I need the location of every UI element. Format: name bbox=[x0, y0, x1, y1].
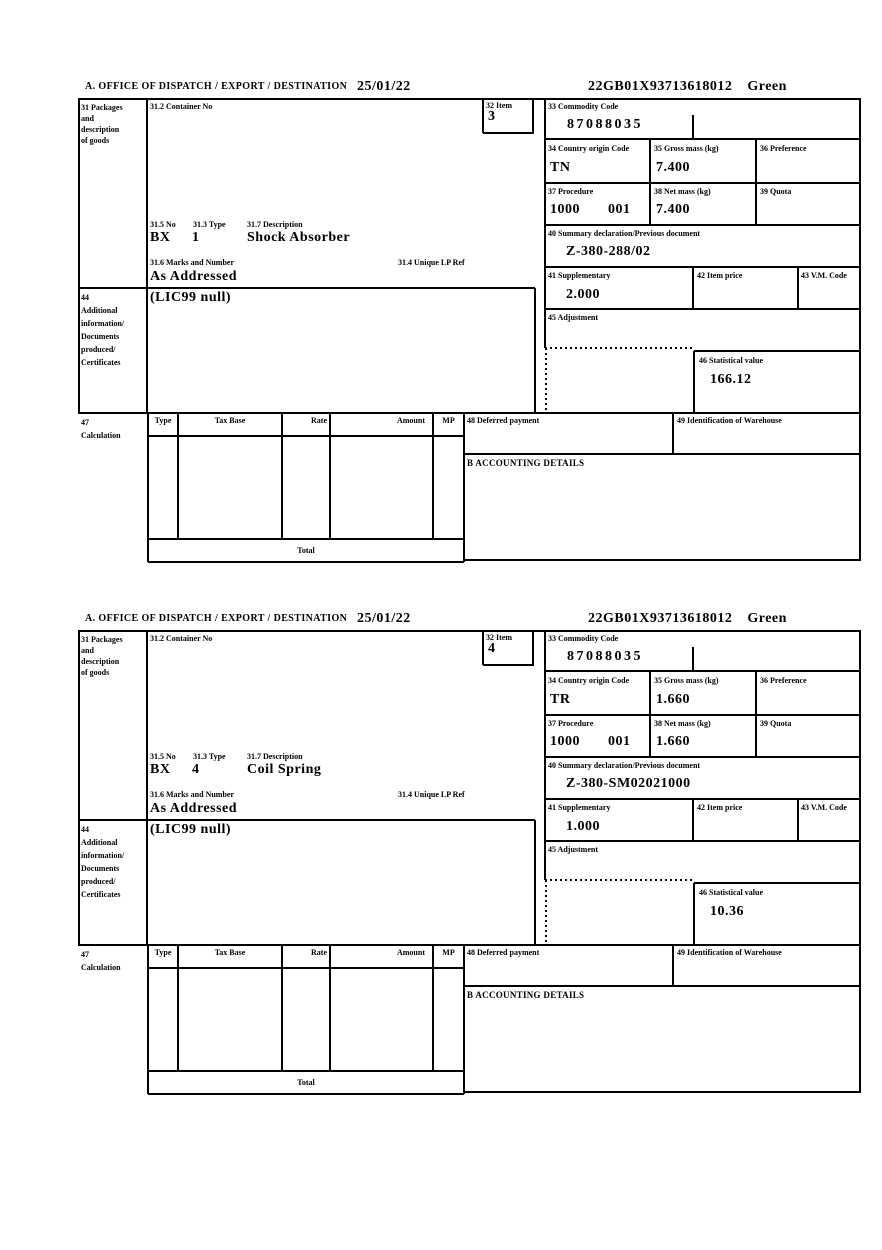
net-mass-value: 7.400 bbox=[656, 202, 690, 217]
box31-packages-label: 31 Packages and description of goods bbox=[81, 103, 123, 145]
procedure-value: 1000 bbox=[550, 202, 580, 217]
country-origin-value: TN bbox=[550, 160, 571, 175]
office-of-dispatch-label: A. OFFICE OF DISPATCH / EXPORT / DESTINATION bbox=[85, 81, 348, 92]
gross-mass-value: 7.400 bbox=[656, 160, 690, 175]
box34-country-origin-label: 34 Country origin Code bbox=[548, 144, 630, 153]
calc-col-type: Type bbox=[154, 416, 172, 425]
calc-col-tax-base: Tax Base bbox=[214, 416, 246, 425]
reference-line bbox=[588, 611, 787, 627]
box41-supplementary-label: 41 Supplementary bbox=[548, 271, 611, 280]
declaration-item-section bbox=[78, 611, 862, 1100]
box46-statistical-value-label: 46 Statistical value bbox=[699, 888, 763, 897]
box40-summary-declaration-label: 40 Summary declaration/Previous document bbox=[548, 229, 701, 238]
calc-col-amount: Amount bbox=[396, 416, 425, 425]
box47-calculation-label: 47 Calculation bbox=[81, 418, 121, 440]
box31-3-type-label: 31.3 Type bbox=[193, 752, 226, 761]
accounting-details-label: B ACCOUNTING DETAILS bbox=[467, 458, 585, 468]
country-origin-value: TR bbox=[550, 692, 571, 707]
box41-supplementary-label: 41 Supplementary bbox=[548, 803, 611, 812]
commodity-code-value: 87088035 bbox=[567, 117, 643, 132]
routing-status: Green bbox=[747, 611, 787, 626]
reference-line bbox=[588, 79, 787, 95]
previous-document-value: Z-380-SM02021000 bbox=[566, 776, 691, 791]
previous-document-value: Z-380-288/02 bbox=[566, 244, 651, 259]
net-mass-value: 1.660 bbox=[656, 734, 690, 749]
box31-4-unique-lp-ref-label: 31.4 Unique LP Ref bbox=[398, 790, 465, 799]
box37-procedure-label: 37 Procedure bbox=[548, 719, 594, 728]
dispatch-date: 25/01/22 bbox=[357, 79, 411, 94]
box31-2-container-no-label: 31.2 Container No bbox=[150, 634, 213, 643]
calc-col-mp: MP bbox=[442, 948, 455, 957]
box36-preference-label: 36 Preference bbox=[760, 676, 807, 685]
box31-6-marks-label: 31.6 Marks and Number bbox=[150, 258, 235, 267]
box36-preference-label: 36 Preference bbox=[760, 144, 807, 153]
movement-reference: 22GB01X93713618012 bbox=[588, 611, 733, 626]
supplementary-value: 1.000 bbox=[566, 819, 600, 834]
box47-calculation-label: 47 Calculation bbox=[81, 950, 121, 972]
marks-and-number-value: As Addressed bbox=[150, 269, 238, 284]
calc-col-mp: MP bbox=[442, 416, 455, 425]
calc-col-rate: Rate bbox=[311, 416, 327, 425]
additional-information-value: (LIC99 null) bbox=[150, 822, 232, 837]
box31-packages-label: 31 Packages and description of goods bbox=[81, 635, 123, 677]
calc-col-rate: Rate bbox=[311, 948, 327, 957]
goods-description-value: Shock Absorber bbox=[247, 230, 351, 245]
box49-warehouse-label: 49 Identification of Warehouse bbox=[677, 416, 782, 425]
package-no-value: BX bbox=[150, 762, 171, 777]
box31-5-no-label: 31.5 No bbox=[150, 752, 176, 761]
box42-item-price-label: 42 Item price bbox=[697, 803, 743, 812]
box31-5-no-label: 31.5 No bbox=[150, 220, 176, 229]
procedure-suffix-value: 001 bbox=[608, 734, 631, 749]
supplementary-value: 2.000 bbox=[566, 287, 600, 302]
statistical-value: 166.12 bbox=[710, 372, 752, 387]
box49-warehouse-label: 49 Identification of Warehouse bbox=[677, 948, 782, 957]
item-number-value: 3 bbox=[488, 109, 496, 124]
form-grid-lines bbox=[78, 98, 862, 568]
procedure-suffix-value: 001 bbox=[608, 202, 631, 217]
box34-country-origin-label: 34 Country origin Code bbox=[548, 676, 630, 685]
box31-3-type-label: 31.3 Type bbox=[193, 220, 226, 229]
office-of-dispatch-label: A. OFFICE OF DISPATCH / EXPORT / DESTINATION bbox=[85, 613, 348, 624]
calc-total-label: Total bbox=[297, 546, 315, 555]
box35-gross-mass-label: 35 Gross mass (kg) bbox=[654, 676, 719, 685]
package-type-value: 4 bbox=[192, 762, 200, 777]
box40-summary-declaration-label: 40 Summary declaration/Previous document bbox=[548, 761, 701, 770]
accounting-details-label: B ACCOUNTING DETAILS bbox=[467, 990, 585, 1000]
box31-6-marks-label: 31.6 Marks and Number bbox=[150, 790, 235, 799]
gross-mass-value: 1.660 bbox=[656, 692, 690, 707]
box33-commodity-code-label: 33 Commodity Code bbox=[548, 102, 619, 111]
package-type-value: 1 bbox=[192, 230, 200, 245]
goods-description-value: Coil Spring bbox=[247, 762, 322, 777]
marks-and-number-value: As Addressed bbox=[150, 801, 238, 816]
box48-deferred-payment-label: 48 Deferred payment bbox=[467, 948, 540, 957]
box48-deferred-payment-label: 48 Deferred payment bbox=[467, 416, 540, 425]
box32-item-label: 32 Item bbox=[486, 101, 512, 110]
calc-col-tax-base: Tax Base bbox=[214, 948, 246, 957]
routing-status: Green bbox=[747, 79, 787, 94]
box38-net-mass-label: 38 Net mass (kg) bbox=[654, 187, 711, 196]
package-no-value: BX bbox=[150, 230, 171, 245]
procedure-value: 1000 bbox=[550, 734, 580, 749]
box33-commodity-code-label: 33 Commodity Code bbox=[548, 634, 619, 643]
calc-total-label: Total bbox=[297, 1078, 315, 1087]
box35-gross-mass-label: 35 Gross mass (kg) bbox=[654, 144, 719, 153]
box31-7-description-label: 31.7 Description bbox=[247, 752, 303, 761]
calc-col-type: Type bbox=[154, 948, 172, 957]
box38-net-mass-label: 38 Net mass (kg) bbox=[654, 719, 711, 728]
movement-reference: 22GB01X93713618012 bbox=[588, 79, 733, 94]
box31-7-description-label: 31.7 Description bbox=[247, 220, 303, 229]
commodity-code-value: 87088035 bbox=[567, 649, 643, 664]
box45-adjustment-label: 45 Adjustment bbox=[548, 845, 599, 854]
box44-additional-info-label: 44 Additional information/ Documents produced/ Certificates bbox=[81, 825, 125, 899]
calc-col-amount: Amount bbox=[396, 948, 425, 957]
box31-2-container-no-label: 31.2 Container No bbox=[150, 102, 213, 111]
box32-item-label: 32 Item bbox=[486, 633, 512, 642]
box37-procedure-label: 37 Procedure bbox=[548, 187, 594, 196]
item-number-value: 4 bbox=[488, 641, 496, 656]
box43-vm-code-label: 43 V.M. Code bbox=[801, 271, 847, 280]
declaration-item-section bbox=[78, 79, 862, 568]
box31-4-unique-lp-ref-label: 31.4 Unique LP Ref bbox=[398, 258, 465, 267]
box46-statistical-value-label: 46 Statistical value bbox=[699, 356, 763, 365]
box43-vm-code-label: 43 V.M. Code bbox=[801, 803, 847, 812]
box39-quota-label: 39 Quota bbox=[760, 187, 792, 196]
box44-additional-info-label: 44 Additional information/ Documents produced/ Certificates bbox=[81, 293, 125, 367]
statistical-value: 10.36 bbox=[710, 904, 744, 919]
box45-adjustment-label: 45 Adjustment bbox=[548, 313, 599, 322]
box39-quota-label: 39 Quota bbox=[760, 719, 792, 728]
dispatch-date: 25/01/22 bbox=[357, 611, 411, 626]
additional-information-value: (LIC99 null) bbox=[150, 290, 232, 305]
box42-item-price-label: 42 Item price bbox=[697, 271, 743, 280]
form-grid-lines bbox=[78, 630, 862, 1100]
